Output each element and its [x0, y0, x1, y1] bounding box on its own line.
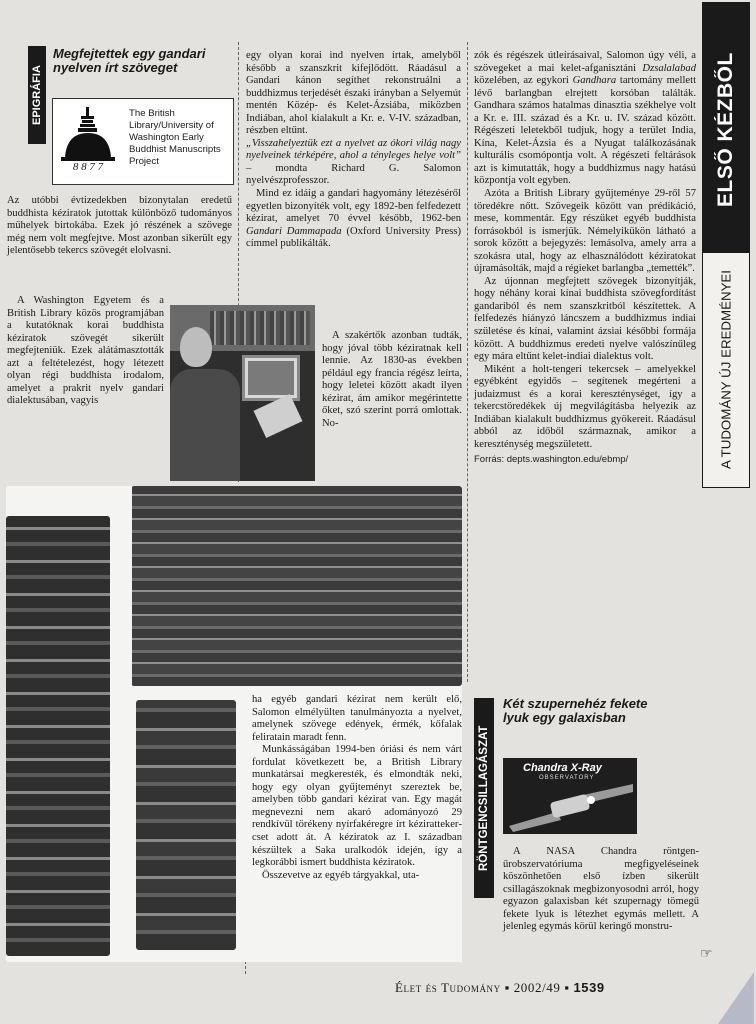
paragraph: ha egyéb gandari kézirat nem került elő, Salomon elmélyülten tanulmányozta a nyelvet, amelynek szövege edények, érmék, kőfalak feliratain maradt fenn.: [252, 694, 462, 743]
paragraph: Összevetve az egyéb tárgyakkal, uta-: [262, 869, 420, 881]
category-label: EPIGRÁFIA: [28, 46, 46, 144]
magazine-name: Élet és Tudomány: [395, 980, 501, 995]
separator: ▪: [564, 980, 570, 995]
article-text: [252, 694, 462, 882]
paragraph: A szakértők azonban tudták, hogy jóval több kéziratnak kell lennie. Az 1830-as években például egy francia régész leírta, hogy leletei között akadt ilyen kézirat, ám amikor megérintette őket, szó szerint porrá omlottak. No-: [322, 330, 462, 429]
paragraph: Azóta a British Library gyűjteménye 29-ről 57 töredékre nőtt. Szövegeik között van prédikáció, mese, kommentár. Egy részüket egyéb buddhista forrásokból is ismerjük. Némelyikükön látható a sorok között a bejegyzés: lemásolva, amely arra a szokásra utal, hogy az elhasználódott kéziratokat újramásolták, majd a régieket barlangba „temették”.: [474, 188, 696, 275]
place-name: Dzsalalabad: [642, 62, 696, 74]
article-text: [246, 50, 461, 251]
telescope-icon: [507, 782, 635, 832]
paragraph: A NASA Chandra röntgen-űrobszervatóriuma megfigyeléseinek köszönhetően első ízben sikerült csillagászoknak megbizonyosodni arról, hogy egyazon galaxisban két szupernagy tömegű fekete lyuk is létezhet egymás mellett. A jelenleg egymás körül keringő monstru-: [503, 846, 699, 933]
continue-pointer-icon: ☞: [700, 947, 713, 962]
image-label: Chandra X-Ray: [523, 762, 602, 774]
paragraph: zók és régészek útleírásaival, Salomon úgy véli, a szövegeket a mai kelet-afganisztáni: [474, 50, 696, 74]
paragraph: (Oxford University Press) címmel publikálták.: [246, 225, 461, 250]
page-number: 1539: [573, 980, 605, 995]
paragraph: egy olyan korai ind nyelven írtak, amelyből később a szanszkrit kifejlődött. Ráadásul a Gandari kánon segíthet rekonstruálni a buddhizmus terjedését északi irányban a Selyemút mentén Közép- és Kelet-Ázsiába, miközben Indiában, ahol kialakult a Kr. e. V-IV. században, részben eltűnt.: [246, 50, 461, 137]
category-label: RÖNTGENCSILLAGÁSZAT: [474, 698, 494, 898]
paragraph: Az utóbbi évtizedekben bizonytalan eredetű buddhista kéziratok jutottak különböző tudományos műhelyek birtokába. Ezek jó részének a szövege még nem volt megfejtve. Most azonban sikerült egy jelentősebb tekercs szövegét elolvasni.: [7, 195, 232, 257]
chandra-image: [503, 758, 637, 834]
article-text: [322, 330, 462, 430]
quote: „Visszahelyeztük ezt a nyelvet az ókori világ nagy nyelveinek térképére, ahol a tényleges helye volt”: [246, 137, 461, 162]
paragraph: Miként a holt-tengeri tekercsek – amelyekkel egyébként egyidős – segítenek megérteni a judaizmust és a korai kereszténységet, így a tekercstöredékek új megvilágításba helyezik az Indiában kialakult buddhizmus gyökereit. Ráadásul abból az időből származnak, amikor a kereszténység megszületett.: [474, 363, 696, 450]
article-text: [7, 295, 164, 475]
article-title: Két szupernehéz fekete lyuk egy galaxisban: [503, 696, 648, 725]
paragraph: közelében, az egykori: [474, 75, 569, 87]
article-text: [503, 846, 699, 934]
section-tab: [702, 2, 750, 488]
section-title: ELSŐ KÉZBŐL: [714, 52, 737, 208]
section-tag: A TUDOMÁNY ÚJ EREDMÉNYEI: [718, 270, 734, 470]
image-sublabel: OBSERVATORY: [539, 775, 595, 781]
paragraph: A Washington Egyetem és a British Library közös programjában a kutatóknak korai buddhista kéziratok szövegét sikerült megfejteniük. Ezek alátámasztották azt a feltételezést, hogy létezett olyan régi buddhista irodalom, amelyet a prakrit nyelv gandari dialektusában, vagyis: [7, 295, 164, 407]
paragraph: Mind ez idáig a gandari hagyomány létezéséről egyetlen bizonyíték volt, egy 1892-ben felfedezett kézirat, amelyet 70 évvel később, 1962-ben: [246, 188, 461, 225]
book-title: Gandari Dammapada: [246, 225, 342, 237]
place-name: Gandhara: [572, 75, 617, 87]
page-footer: [395, 980, 695, 996]
article-intro: [7, 195, 232, 258]
page-corner: [718, 972, 754, 1024]
quote-attribution: – mondta Richard G. Salomon nyelvészprofesszor.: [246, 162, 461, 187]
column-rule: [467, 42, 468, 682]
image-credit: The British Library/University of Washington Early Buddhist Manuscripts Project: [129, 108, 221, 167]
researcher-photo: [170, 305, 315, 481]
paragraph: tartomány mellett lévő barlangban elrejtett korsóban találták. Gandhara számos hatalmas dinasztia székhelye volt a Kr. e. III. század és a Kr. u. IV. század között. Régészeti leletekből tudjuk, hogy a terület India, Kína, Kelet-Ázsia és a Nyugat találkozásának kulturális csomópontja volt. A régészeti feltárások azt is kimutatták, hogy a buddhizmus nagy hatású központja volt egyben.: [474, 75, 697, 187]
logo-script: 8 8 7 7: [72, 161, 104, 173]
source-line: Forrás: depts.washington.edu/ebmp/: [474, 453, 629, 465]
paragraph: Az újonnan megfejtett szövegek bizonyítják, hogy néhány korai kínai buddhista szövegfordítást gandariból és nem szanszkritból készítettek. A felfedezés hiányzó láncszem a buddhizmus indiai születése és kínai, valamint ázsiai későbbi formája között. A buddhizmus eredeti nyelve valószínűleg egy mára eltűnt kelet-indiai dialektus volt.: [474, 275, 696, 363]
article-text: [474, 50, 696, 466]
article-title: Megfejtettek egy gandari nyelven írt szöveget: [53, 46, 206, 75]
issue-number: 2002/49: [513, 980, 561, 995]
separator: ▪: [504, 980, 510, 995]
paragraph: Munkásságában 1994-ben óriási és nem várt fordulat következett be, a British Library munkatársai megkeresték, és elmondták neki, hogy egy olyan gyűjteményt szereztek be, amelyben több gandari kézirat van. Egy magát megnevezni nem akaró adományozó 29 rendkívül törékeny nyírfakéregre írt kézirattekercset adott át. A kéziratok az I. században készültek a Saka uralkodók idején, így a legkorábbi ismert buddhista kéziratok.: [252, 744, 462, 869]
image-credit-box: [52, 98, 234, 185]
